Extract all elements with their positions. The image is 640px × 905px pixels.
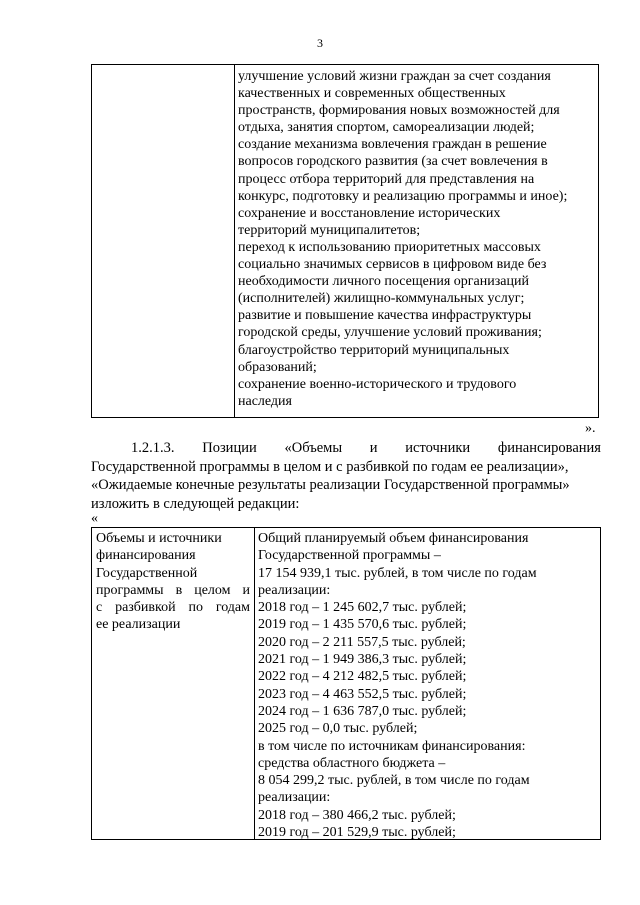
label-word: программы (96, 582, 164, 598)
text-line: отдыха, занятия спортом, самореализации людей; (238, 120, 535, 136)
label-line (96, 616, 250, 633)
label-word: финансирования (96, 548, 196, 564)
value-line: 2019 год – 201 529,9 тыс. рублей; (258, 825, 456, 841)
paragraph-word: Позиции (202, 440, 257, 456)
text-line: улучшение условий жизни граждан за счет создания (238, 69, 551, 84)
goals-table (91, 64, 599, 418)
value-line: 2018 год – 380 466,2 тыс. рублей; (258, 807, 456, 823)
value-line: 2023 год – 4 463 552,5 тыс. рублей; (258, 686, 467, 702)
paragraph-word: «Объемы (284, 440, 343, 456)
paragraph-word: и (369, 440, 378, 456)
paragraph-line: изложить в следующей редакции: (91, 495, 300, 512)
label-line (96, 530, 250, 547)
value-line: в том числе по источникам финансирования: (258, 738, 526, 754)
text-line: переход к использованию приоритетных массовых (238, 239, 541, 255)
value-line: 17 154 939,1 тыс. рублей, в том числе по годам (258, 565, 537, 581)
label-word: разбивкой (115, 600, 176, 616)
value-line: 2019 год – 1 435 570,6 тыс. рублей; (258, 617, 467, 633)
value-line: 2024 год – 1 636 787,0 тыс. рублей; (258, 703, 467, 719)
value-line: 2018 год – 1 245 602,7 тыс. рублей; (258, 600, 467, 616)
goals-text-cell (238, 68, 596, 410)
label-word: и (242, 582, 250, 598)
financing-label-cell (96, 530, 250, 634)
label-word: Объемы и источники (96, 531, 222, 546)
text-line: конкурс, подготовку и реализацию программы и иное); (238, 188, 568, 204)
label-line (96, 582, 250, 599)
page-number: 3 (317, 36, 323, 50)
text-line: социально значимых сервисов в цифровом виде без (238, 257, 547, 273)
paragraph-line (91, 439, 601, 458)
text-line: (исполнителей) жилищно-коммунальных услуг; (238, 291, 525, 307)
paragraph-word: 1.2.1.3. (131, 440, 175, 456)
text-line: создание механизма вовлечения граждан в решение (238, 137, 547, 153)
paragraph-word: источники (405, 440, 471, 456)
opening-quote: « (91, 511, 98, 526)
text-line: пространств, формирования новых возможностей для (238, 103, 560, 119)
value-line: 2025 год – 0,0 тыс. рублей; (258, 721, 418, 737)
text-line: наследия (238, 393, 292, 409)
value-line: 8 054 299,2 тыс. рублей, в том числе по годам (258, 773, 530, 789)
label-word: по (188, 600, 203, 616)
text-line: территорий муниципалитетов; (238, 222, 421, 238)
text-line: процесс отбора территорий для представления на (238, 171, 535, 187)
value-line: Общий планируемый объем финансирования (258, 531, 529, 546)
text-line: сохранение военно-исторического и трудового (238, 376, 517, 392)
text-line: необходимости личного посещения организаций (238, 274, 529, 290)
value-line: реализации: (258, 790, 331, 806)
label-word: в (175, 582, 183, 598)
paragraph-word: финансирования (497, 440, 601, 456)
closing-quote: ». (585, 421, 596, 436)
value-line: 2022 год – 4 212 482,5 тыс. рублей; (258, 669, 467, 685)
text-line: качественных и современных общественных (238, 86, 506, 102)
value-line: средства областного бюджета – (258, 755, 446, 771)
value-line: Государственной программы – (258, 548, 441, 564)
amendment-paragraph (91, 439, 601, 513)
table-column-divider (254, 528, 255, 839)
financing-table (91, 527, 601, 840)
label-word: целом (194, 582, 231, 598)
table-column-divider (234, 65, 235, 417)
label-word: с (96, 600, 103, 616)
text-line: благоустройство территорий муниципальных (238, 342, 510, 358)
text-line: сохранение и восстановление исторических (238, 205, 501, 221)
paragraph-line: Государственной программы в целом и с разбивкой по годам ее реализации», (91, 458, 569, 475)
label-line (96, 599, 250, 616)
text-line: развитие и повышение качества инфраструктуры (238, 308, 532, 324)
value-line: 2021 год – 1 949 386,3 тыс. рублей; (258, 652, 467, 668)
text-line: вопросов городского развития (за счет вовлечения в (238, 154, 548, 170)
value-line: реализации: (258, 582, 331, 598)
paragraph-line: «Ожидаемые конечные результаты реализации Государственной программы» (91, 477, 570, 493)
label-word: ее реализации (96, 617, 181, 633)
label-line (96, 565, 250, 582)
label-word: годам (215, 600, 250, 616)
financing-value-cell (258, 530, 598, 841)
label-word: Государственной (96, 565, 198, 581)
value-line: 2020 год – 2 211 557,5 тыс. рублей; (258, 634, 466, 650)
text-line: городской среды, улучшение условий проживания; (238, 325, 542, 341)
text-line: образований; (238, 359, 317, 375)
label-line (96, 547, 250, 564)
